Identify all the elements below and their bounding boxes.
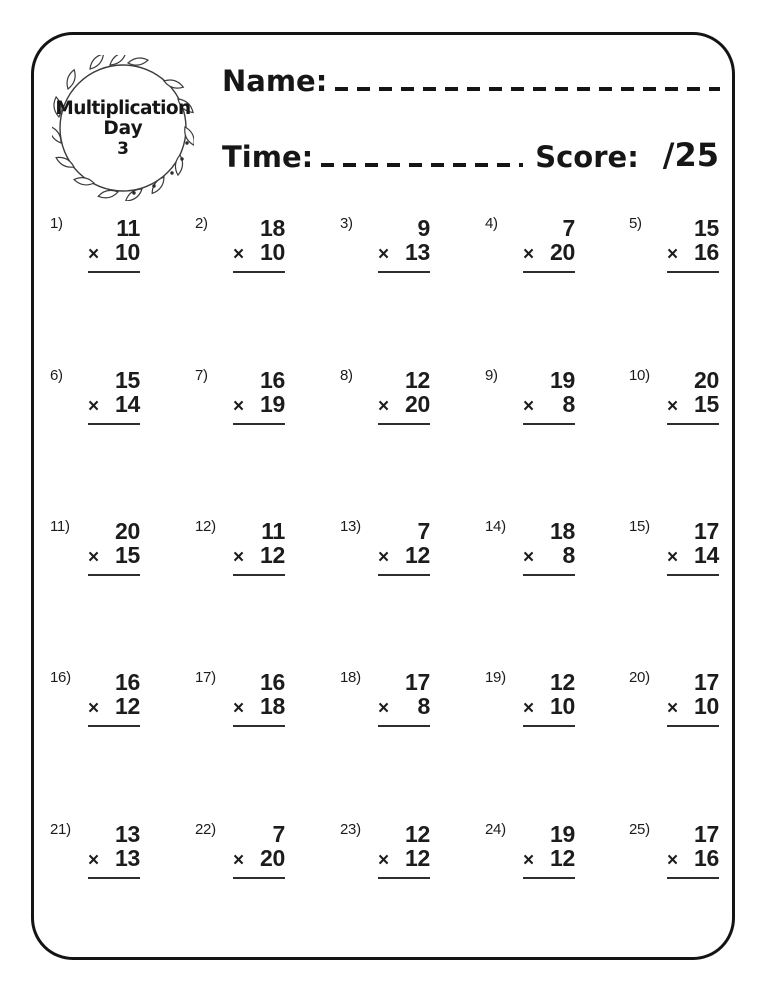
multiplicand: 17 bbox=[694, 821, 719, 847]
problem-block bbox=[233, 366, 285, 425]
multiplier-row bbox=[523, 393, 575, 418]
multiplier: 20 bbox=[550, 239, 575, 265]
score-label: Score: bbox=[535, 140, 639, 175]
answer-line bbox=[233, 574, 285, 576]
answer-line bbox=[667, 423, 719, 425]
score-value: /25 bbox=[662, 136, 720, 174]
problem-block bbox=[667, 668, 719, 727]
answer-line bbox=[88, 271, 140, 273]
answer-line bbox=[233, 877, 285, 879]
problem-block bbox=[523, 366, 575, 425]
answer-line bbox=[233, 271, 285, 273]
multiplier-row bbox=[667, 695, 719, 720]
multiplier: 8 bbox=[417, 693, 430, 719]
problem-number: 21) bbox=[50, 821, 71, 838]
problem-cell bbox=[50, 668, 140, 727]
multiplier: 12 bbox=[405, 845, 430, 871]
multiplicand: 13 bbox=[115, 821, 140, 847]
multiplicand: 12 bbox=[405, 367, 430, 393]
problem-block bbox=[378, 820, 430, 879]
answer-line bbox=[88, 725, 140, 727]
answer-line bbox=[523, 725, 575, 727]
answer-line bbox=[88, 877, 140, 879]
problem-block bbox=[233, 820, 285, 879]
multiplier: 18 bbox=[260, 693, 285, 719]
problem-block bbox=[88, 366, 140, 425]
multiply-icon: × bbox=[378, 698, 389, 719]
multiplier: 15 bbox=[115, 542, 140, 568]
problem-number: 23) bbox=[340, 821, 361, 838]
multiplier-row bbox=[88, 695, 140, 720]
multiplier-row bbox=[233, 544, 285, 569]
problem-cell bbox=[629, 517, 719, 576]
problem-number: 19) bbox=[485, 669, 506, 686]
problem-block bbox=[233, 517, 285, 576]
problem-cell bbox=[485, 517, 575, 576]
problem-number: 14) bbox=[485, 518, 506, 535]
problem-cell bbox=[195, 366, 285, 425]
logo-title: Multiplication bbox=[55, 97, 191, 119]
multiplier: 10 bbox=[260, 239, 285, 265]
multiplicand: 17 bbox=[694, 669, 719, 695]
multiplicand: 20 bbox=[694, 367, 719, 393]
name-label: Name: bbox=[222, 64, 328, 98]
multiplicand: 18 bbox=[550, 518, 575, 544]
problem-cell bbox=[195, 214, 285, 273]
problem-number: 16) bbox=[50, 669, 71, 686]
multiply-icon: × bbox=[233, 396, 244, 417]
multiply-icon: × bbox=[378, 850, 389, 871]
multiplier: 13 bbox=[115, 845, 140, 871]
multiplier-row bbox=[233, 847, 285, 872]
multiplier-row bbox=[88, 393, 140, 418]
multiply-icon: × bbox=[378, 244, 389, 265]
problem-block bbox=[88, 214, 140, 273]
multiply-icon: × bbox=[667, 244, 678, 265]
answer-line bbox=[233, 725, 285, 727]
multiply-icon: × bbox=[88, 850, 99, 871]
multiply-icon: × bbox=[667, 396, 678, 417]
problem-block bbox=[233, 668, 285, 727]
problem-cell bbox=[50, 366, 140, 425]
problem-cell bbox=[485, 820, 575, 879]
multiplicand: 7 bbox=[562, 215, 575, 241]
answer-line bbox=[88, 423, 140, 425]
multiplier-row bbox=[523, 241, 575, 266]
problem-number: 20) bbox=[629, 669, 650, 686]
problem-block bbox=[523, 820, 575, 879]
multiplier-row bbox=[378, 695, 430, 720]
problem-number: 17) bbox=[195, 669, 216, 686]
answer-line bbox=[667, 271, 719, 273]
problem-block bbox=[88, 820, 140, 879]
multiplier-row bbox=[378, 241, 430, 266]
multiplicand: 12 bbox=[550, 669, 575, 695]
multiplicand: 15 bbox=[115, 367, 140, 393]
multiplicand: 19 bbox=[550, 367, 575, 393]
problem-number: 18) bbox=[340, 669, 361, 686]
problem-cell bbox=[485, 668, 575, 727]
problem-block bbox=[667, 366, 719, 425]
answer-line bbox=[667, 725, 719, 727]
answer-line bbox=[378, 877, 430, 879]
problem-number: 5) bbox=[629, 215, 642, 232]
multiplier: 8 bbox=[562, 391, 575, 417]
multiply-icon: × bbox=[88, 698, 99, 719]
multiplier-row bbox=[667, 847, 719, 872]
problem-block bbox=[88, 517, 140, 576]
multiplicand: 11 bbox=[261, 518, 285, 544]
multiplier-row bbox=[88, 241, 140, 266]
problem-block bbox=[378, 668, 430, 727]
multiplicand: 12 bbox=[405, 821, 430, 847]
multiplier-row bbox=[378, 393, 430, 418]
multiplier-row bbox=[667, 544, 719, 569]
problem-cell bbox=[195, 517, 285, 576]
logo-day-number: 3 bbox=[117, 139, 129, 160]
problem-cell bbox=[629, 668, 719, 727]
problem-cell bbox=[340, 820, 430, 879]
multiplicand: 20 bbox=[115, 518, 140, 544]
multiplier: 10 bbox=[115, 239, 140, 265]
answer-line bbox=[378, 725, 430, 727]
answer-line bbox=[378, 574, 430, 576]
problem-number: 4) bbox=[485, 215, 498, 232]
multiply-icon: × bbox=[233, 850, 244, 871]
problem-cell bbox=[629, 820, 719, 879]
problem-cell bbox=[50, 820, 140, 879]
problem-cell bbox=[629, 214, 719, 273]
multiply-icon: × bbox=[378, 396, 389, 417]
multiply-icon: × bbox=[523, 547, 534, 568]
multiply-icon: × bbox=[88, 244, 99, 265]
problem-block bbox=[523, 214, 575, 273]
multiply-icon: × bbox=[233, 244, 244, 265]
multiplicand: 7 bbox=[272, 821, 285, 847]
problem-cell bbox=[485, 366, 575, 425]
multiplicand: 9 bbox=[417, 215, 430, 241]
multiplier: 15 bbox=[694, 391, 719, 417]
multiply-icon: × bbox=[523, 850, 534, 871]
multiplier-row bbox=[233, 241, 285, 266]
problem-block bbox=[523, 668, 575, 727]
problem-number: 12) bbox=[195, 518, 216, 535]
multiplier-row bbox=[523, 695, 575, 720]
multiply-icon: × bbox=[233, 698, 244, 719]
problem-number: 25) bbox=[629, 821, 650, 838]
problem-block bbox=[233, 214, 285, 273]
problem-number: 1) bbox=[50, 215, 63, 232]
problem-block bbox=[378, 366, 430, 425]
problem-number: 15) bbox=[629, 518, 650, 535]
multiplier: 13 bbox=[405, 239, 430, 265]
multiply-icon: × bbox=[523, 244, 534, 265]
multiplicand: 16 bbox=[260, 669, 285, 695]
multiplier-row bbox=[667, 241, 719, 266]
answer-line bbox=[523, 423, 575, 425]
multiply-icon: × bbox=[667, 698, 678, 719]
multiplicand: 18 bbox=[260, 215, 285, 241]
multiplier: 10 bbox=[550, 693, 575, 719]
multiplier: 12 bbox=[405, 542, 430, 568]
multiply-icon: × bbox=[88, 547, 99, 568]
multiplier-row bbox=[233, 695, 285, 720]
problem-cell bbox=[340, 366, 430, 425]
problem-number: 3) bbox=[340, 215, 353, 232]
problem-number: 11) bbox=[50, 518, 70, 535]
problem-number: 2) bbox=[195, 215, 208, 232]
problem-cell bbox=[340, 214, 430, 273]
multiplier-row bbox=[523, 544, 575, 569]
problem-block bbox=[667, 517, 719, 576]
multiplicand: 11 bbox=[116, 215, 140, 241]
problem-cell bbox=[629, 366, 719, 425]
problem-block bbox=[523, 517, 575, 576]
multiplier-row bbox=[233, 393, 285, 418]
multiplier-row bbox=[667, 393, 719, 418]
multiplier: 14 bbox=[694, 542, 719, 568]
problem-number: 13) bbox=[340, 518, 361, 535]
multiplier: 10 bbox=[694, 693, 719, 719]
answer-line bbox=[667, 574, 719, 576]
multiplier: 20 bbox=[260, 845, 285, 871]
answer-line bbox=[667, 877, 719, 879]
multiply-icon: × bbox=[523, 698, 534, 719]
multiplier: 14 bbox=[115, 391, 140, 417]
multiplier: 20 bbox=[405, 391, 430, 417]
multiplier-row bbox=[88, 847, 140, 872]
multiply-icon: × bbox=[523, 396, 534, 417]
multiplier-row bbox=[88, 544, 140, 569]
multiplier: 16 bbox=[694, 845, 719, 871]
problem-cell bbox=[340, 668, 430, 727]
multiplier: 8 bbox=[562, 542, 575, 568]
multiplier: 12 bbox=[550, 845, 575, 871]
problem-number: 7) bbox=[195, 367, 208, 384]
multiplicand: 16 bbox=[115, 669, 140, 695]
answer-line bbox=[233, 423, 285, 425]
multiplier: 12 bbox=[260, 542, 285, 568]
multiplicand: 17 bbox=[694, 518, 719, 544]
multiply-icon: × bbox=[233, 547, 244, 568]
multiplicand: 7 bbox=[417, 518, 430, 544]
problem-number: 8) bbox=[340, 367, 353, 384]
multiplier-row bbox=[523, 847, 575, 872]
problem-cell bbox=[50, 517, 140, 576]
multiply-icon: × bbox=[667, 850, 678, 871]
logo-day-label: Day bbox=[103, 118, 143, 140]
multiplier: 12 bbox=[115, 693, 140, 719]
problem-cell bbox=[340, 517, 430, 576]
multiplicand: 17 bbox=[405, 669, 430, 695]
problem-number: 22) bbox=[195, 821, 216, 838]
multiply-icon: × bbox=[378, 547, 389, 568]
problem-number: 24) bbox=[485, 821, 506, 838]
problem-cell bbox=[50, 214, 140, 273]
answer-line bbox=[523, 271, 575, 273]
answer-line bbox=[88, 574, 140, 576]
problem-cell bbox=[485, 214, 575, 273]
multiplier: 16 bbox=[694, 239, 719, 265]
multiplicand: 16 bbox=[260, 367, 285, 393]
multiplicand: 15 bbox=[694, 215, 719, 241]
problem-block bbox=[378, 517, 430, 576]
answer-line bbox=[523, 877, 575, 879]
problem-cell bbox=[195, 820, 285, 879]
multiplier-row bbox=[378, 847, 430, 872]
problem-block bbox=[88, 668, 140, 727]
problem-number: 9) bbox=[485, 367, 498, 384]
problem-block bbox=[667, 214, 719, 273]
multiply-icon: × bbox=[88, 396, 99, 417]
answer-line bbox=[523, 574, 575, 576]
problem-cell bbox=[195, 668, 285, 727]
answer-line bbox=[378, 423, 430, 425]
problem-block bbox=[378, 214, 430, 273]
multiplier-row bbox=[378, 544, 430, 569]
multiplier: 19 bbox=[260, 391, 285, 417]
problem-block bbox=[667, 820, 719, 879]
problem-number: 6) bbox=[50, 367, 63, 384]
multiply-icon: × bbox=[667, 547, 678, 568]
problem-number: 10) bbox=[629, 367, 650, 384]
multiplicand: 19 bbox=[550, 821, 575, 847]
answer-line bbox=[378, 271, 430, 273]
time-label: Time: bbox=[222, 140, 314, 175]
